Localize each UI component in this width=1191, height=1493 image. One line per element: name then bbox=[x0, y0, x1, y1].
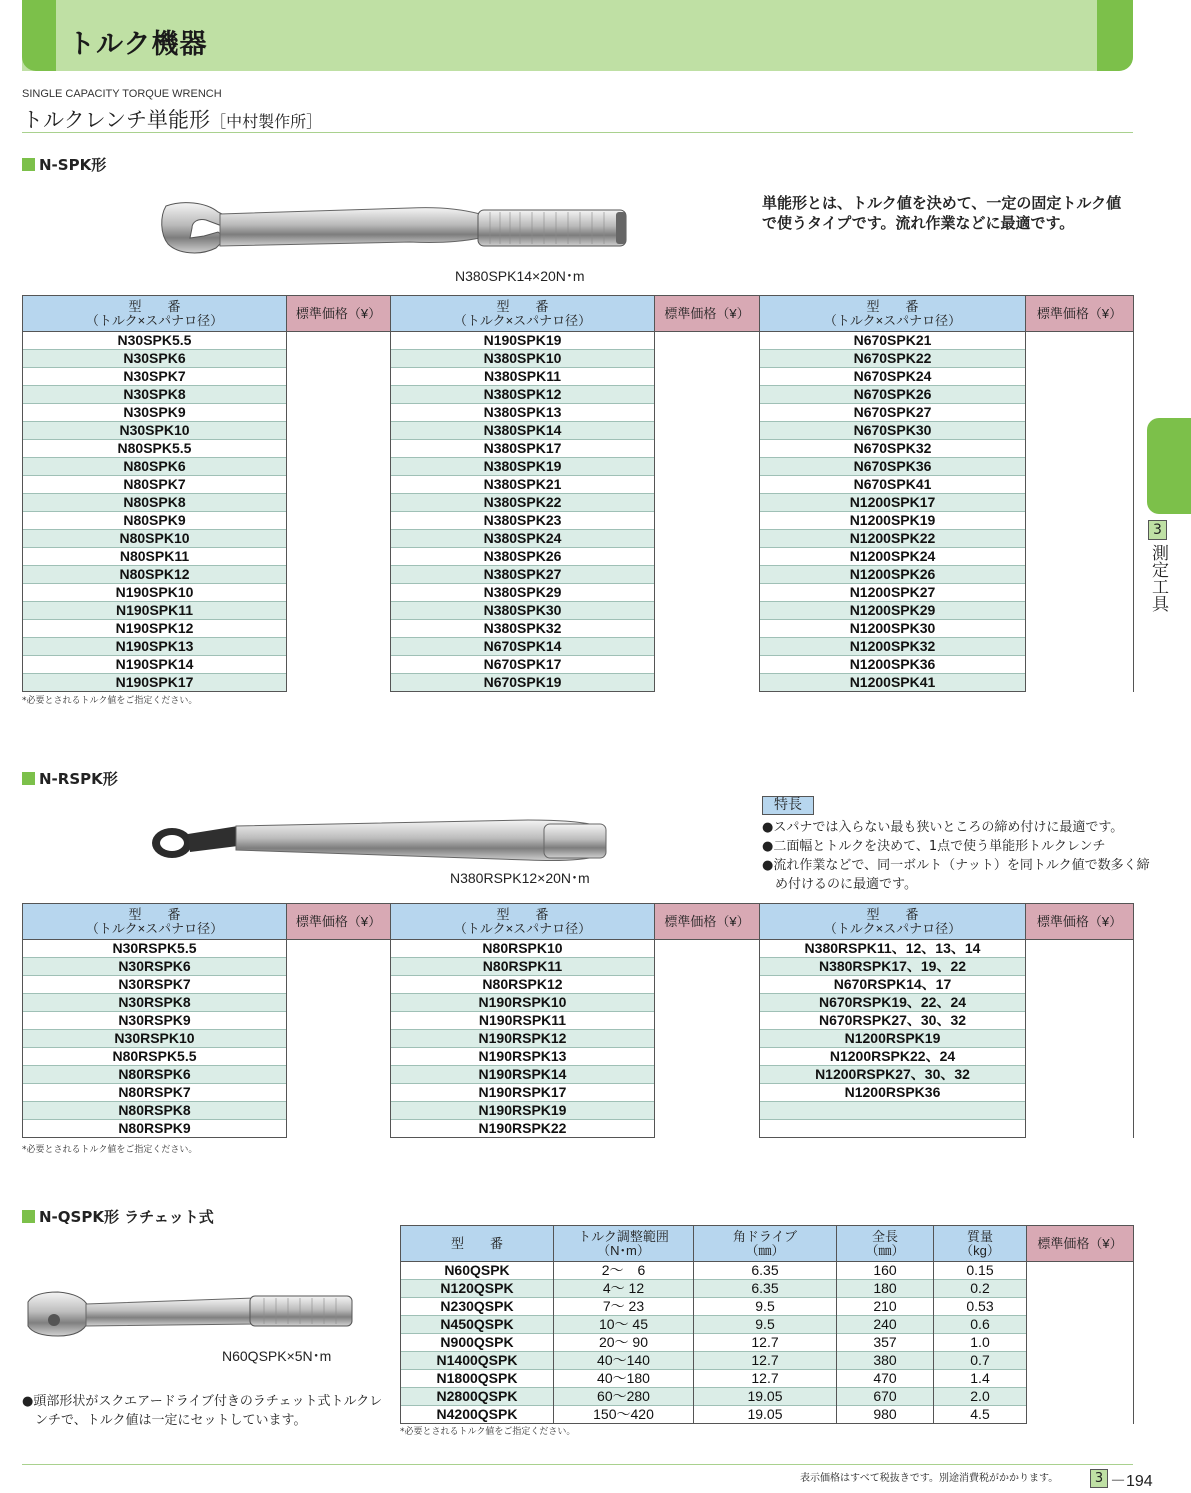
model-cell: N670SPK26 bbox=[760, 386, 1026, 404]
qspk-mass-cell: 2.0 bbox=[934, 1388, 1027, 1406]
price-cell bbox=[1027, 1262, 1134, 1424]
model-cell: N1200SPK41 bbox=[760, 674, 1026, 692]
feature-item: ●流れ作業などで、同一ボルト（ナット）を同トルク値で数多く締 bbox=[762, 858, 1150, 873]
qspk-length-cell: 670 bbox=[837, 1388, 934, 1406]
model-cell: N380RSPK11、12、13、14 bbox=[760, 940, 1026, 958]
model-cell: N670SPK32 bbox=[760, 440, 1026, 458]
qspk-model-cell: N450QSPK bbox=[401, 1316, 554, 1334]
qspk-range-cell: 2～ 6 bbox=[554, 1262, 694, 1280]
table-row bbox=[23, 1120, 1134, 1138]
model-cell: N1200RSPK22、24 bbox=[760, 1048, 1026, 1066]
model-cell: N380SPK14 bbox=[391, 422, 655, 440]
spanner-wrench-image bbox=[160, 198, 630, 262]
price-column-header: 標準価格（¥） bbox=[287, 296, 391, 332]
qspk-length-cell: 470 bbox=[837, 1370, 934, 1388]
feature-item: ●スパナでは入らない最も狭いところの締め付けに最適です。 bbox=[762, 820, 1124, 835]
ring-wrench-image bbox=[148, 816, 612, 866]
model-cell: N30RSPK10 bbox=[23, 1030, 287, 1048]
model-cell: N80RSPK5.5 bbox=[23, 1048, 287, 1066]
model-cell: N30SPK9 bbox=[23, 404, 287, 422]
spk-model-table bbox=[22, 295, 1134, 692]
model-cell: N670SPK17 bbox=[391, 656, 655, 674]
table-row bbox=[23, 530, 1134, 548]
table-row bbox=[23, 1012, 1134, 1030]
qspk-model-cell: N1400QSPK bbox=[401, 1352, 554, 1370]
qspk-mass-cell: 0.53 bbox=[934, 1298, 1027, 1316]
rspk-note: *必要とされるトルク値をご指定ください。 bbox=[22, 1145, 198, 1155]
table-row bbox=[23, 958, 1134, 976]
qspk-mass-cell: 1.4 bbox=[934, 1370, 1027, 1388]
subtitle-divider bbox=[22, 132, 1133, 133]
spk-description bbox=[762, 193, 1121, 233]
table-row bbox=[23, 638, 1134, 656]
model-cell: N1200SPK29 bbox=[760, 602, 1026, 620]
model-cell: N380SPK26 bbox=[391, 548, 655, 566]
subtitle-jp-text: トルクレンチ単能形 bbox=[22, 108, 211, 132]
qspk-image-caption: N60QSPK×5N･m bbox=[222, 1348, 332, 1364]
model-cell: N30SPK6 bbox=[23, 350, 287, 368]
table-row bbox=[23, 350, 1134, 368]
model-cell: N80RSPK11 bbox=[391, 958, 655, 976]
spk-note: *必要とされるトルク値をご指定ください。 bbox=[22, 696, 198, 706]
model-cell: N1200SPK36 bbox=[760, 656, 1026, 674]
qspk-drive-cell: 12.7 bbox=[694, 1352, 837, 1370]
qspk-length-header: 全長 （㎜） bbox=[837, 1226, 934, 1262]
price-cell bbox=[287, 332, 391, 692]
model-cell: N190RSPK13 bbox=[391, 1048, 655, 1066]
qspk-length-cell: 180 bbox=[837, 1280, 934, 1298]
model-cell: N1200SPK19 bbox=[760, 512, 1026, 530]
rspk-features bbox=[762, 818, 1150, 894]
model-cell: N80SPK12 bbox=[23, 566, 287, 584]
model-cell: N1200RSPK19 bbox=[760, 1030, 1026, 1048]
price-column-header: 標準価格（¥） bbox=[1027, 1226, 1134, 1262]
model-cell: N670SPK36 bbox=[760, 458, 1026, 476]
model-cell: N190RSPK12 bbox=[391, 1030, 655, 1048]
model-cell: N1200RSPK27、30、32 bbox=[760, 1066, 1026, 1084]
table-row bbox=[23, 1030, 1134, 1048]
price-column-header: 標準価格（¥） bbox=[655, 296, 760, 332]
model-cell: N190SPK14 bbox=[23, 656, 287, 674]
qspk-drive-cell: 19.05 bbox=[694, 1406, 837, 1424]
model-cell: N80SPK9 bbox=[23, 512, 287, 530]
model-cell: N380SPK21 bbox=[391, 476, 655, 494]
qspk-description-line: ●頭部形状がスクエアードライブ付きのラチェット式トルクレ bbox=[22, 1394, 383, 1409]
model-cell: N1200SPK26 bbox=[760, 566, 1026, 584]
model-cell: N380SPK11 bbox=[391, 368, 655, 386]
table-row bbox=[401, 1388, 1134, 1406]
side-chapter-number: 3 bbox=[1148, 520, 1167, 540]
model-cell: N1200SPK30 bbox=[760, 620, 1026, 638]
qspk-drive-cell: 12.7 bbox=[694, 1370, 837, 1388]
model-cell: N190SPK13 bbox=[23, 638, 287, 656]
table-row bbox=[23, 440, 1134, 458]
qspk-drive-header: 角ドライブ （㎜） bbox=[694, 1226, 837, 1262]
model-cell: N1200RSPK36 bbox=[760, 1084, 1026, 1102]
qspk-model-cell: N120QSPK bbox=[401, 1280, 554, 1298]
side-chapter-label: 測定工具 bbox=[1148, 544, 1168, 612]
table-row bbox=[23, 566, 1134, 584]
footer-chapter-number: 3 bbox=[1090, 1469, 1108, 1488]
model-cell: N190RSPK19 bbox=[391, 1102, 655, 1120]
model-cell: N380SPK32 bbox=[391, 620, 655, 638]
model-cell: N30RSPK6 bbox=[23, 958, 287, 976]
model-cell: N1200SPK27 bbox=[760, 584, 1026, 602]
model-cell bbox=[760, 1120, 1026, 1138]
model-cell: N190RSPK10 bbox=[391, 994, 655, 1012]
price-column-header: 標準価格（¥） bbox=[1026, 296, 1134, 332]
qspk-length-cell: 380 bbox=[837, 1352, 934, 1370]
qspk-model-cell: N4200QSPK bbox=[401, 1406, 554, 1424]
table-row bbox=[401, 1316, 1134, 1334]
table-row bbox=[23, 940, 1134, 958]
table-row bbox=[23, 476, 1134, 494]
model-cell: N80RSPK6 bbox=[23, 1066, 287, 1084]
model-cell: N190RSPK22 bbox=[391, 1120, 655, 1138]
model-cell: N670SPK19 bbox=[391, 674, 655, 692]
qspk-note: *必要とされるトルク値をご指定ください。 bbox=[400, 1427, 576, 1437]
model-cell: N670SPK30 bbox=[760, 422, 1026, 440]
qspk-range-cell: 150～420 bbox=[554, 1406, 694, 1424]
table-row bbox=[401, 1370, 1134, 1388]
table-row bbox=[401, 1406, 1134, 1424]
model-cell: N670RSPK14、17 bbox=[760, 976, 1026, 994]
table-row bbox=[23, 1084, 1134, 1102]
qspk-drive-cell: 12.7 bbox=[694, 1334, 837, 1352]
qspk-drive-cell: 9.5 bbox=[694, 1316, 837, 1334]
model-cell: N670RSPK27、30、32 bbox=[760, 1012, 1026, 1030]
model-cell: N190RSPK11 bbox=[391, 1012, 655, 1030]
table-row bbox=[23, 368, 1134, 386]
table-row bbox=[401, 1262, 1134, 1280]
model-cell: N190SPK17 bbox=[23, 674, 287, 692]
price-column-header: 標準価格（¥） bbox=[655, 904, 760, 940]
model-cell: N190SPK12 bbox=[23, 620, 287, 638]
section-title-rspk-text: N-RSPK形 bbox=[39, 770, 118, 788]
table-row bbox=[401, 1334, 1134, 1352]
qspk-mass-cell: 0.15 bbox=[934, 1262, 1027, 1280]
qspk-range-cell: 40～140 bbox=[554, 1352, 694, 1370]
qspk-mass-cell: 1.0 bbox=[934, 1334, 1027, 1352]
model-cell: N30SPK5.5 bbox=[23, 332, 287, 350]
qspk-mass-header: 質量 （kg） bbox=[934, 1226, 1027, 1262]
qspk-drive-cell: 6.35 bbox=[694, 1262, 837, 1280]
model-cell: N380RSPK17、19、22 bbox=[760, 958, 1026, 976]
table-row bbox=[401, 1352, 1134, 1370]
table-row bbox=[23, 1066, 1134, 1084]
qspk-model-cell: N1800QSPK bbox=[401, 1370, 554, 1388]
model-cell: N380SPK13 bbox=[391, 404, 655, 422]
model-cell: N1200SPK24 bbox=[760, 548, 1026, 566]
qspk-range-cell: 40～180 bbox=[554, 1370, 694, 1388]
model-cell: N190RSPK17 bbox=[391, 1084, 655, 1102]
model-cell: N190SPK19 bbox=[391, 332, 655, 350]
model-column-header: 型 番 （トルク×スパナロ径） bbox=[760, 904, 1026, 940]
qspk-range-cell: 60～280 bbox=[554, 1388, 694, 1406]
model-cell: N30SPK8 bbox=[23, 386, 287, 404]
model-cell: N80RSPK7 bbox=[23, 1084, 287, 1102]
table-row bbox=[23, 458, 1134, 476]
table-row bbox=[23, 1048, 1134, 1066]
model-cell: N380SPK19 bbox=[391, 458, 655, 476]
model-cell: N380SPK23 bbox=[391, 512, 655, 530]
rspk-model-table bbox=[22, 903, 1134, 1138]
qspk-model-cell: N900QSPK bbox=[401, 1334, 554, 1352]
price-column-header: 標準価格（¥） bbox=[1026, 904, 1134, 940]
table-row bbox=[401, 1280, 1134, 1298]
qspk-mass-cell: 0.2 bbox=[934, 1280, 1027, 1298]
model-cell: N380SPK12 bbox=[391, 386, 655, 404]
qspk-length-cell: 357 bbox=[837, 1334, 934, 1352]
side-tab bbox=[1147, 418, 1191, 514]
model-cell: N380SPK22 bbox=[391, 494, 655, 512]
model-cell: N670SPK14 bbox=[391, 638, 655, 656]
model-column-header: 型 番 （トルク×スパナロ径） bbox=[760, 296, 1026, 332]
footer-divider bbox=[22, 1464, 1133, 1465]
price-cell bbox=[287, 940, 391, 1138]
table-row bbox=[23, 656, 1134, 674]
model-cell: N80RSPK8 bbox=[23, 1102, 287, 1120]
model-cell: N30RSPK9 bbox=[23, 1012, 287, 1030]
model-cell: N1200SPK32 bbox=[760, 638, 1026, 656]
model-cell: N80RSPK10 bbox=[391, 940, 655, 958]
feature-item: め付けるのに最適です。 bbox=[762, 877, 917, 892]
features-label: 特長 bbox=[762, 796, 814, 815]
table-row bbox=[23, 620, 1134, 638]
qspk-model-cell: N60QSPK bbox=[401, 1262, 554, 1280]
feature-item: ●二面幅とトルクを決めて、1点で使う単能形トルクレンチ bbox=[762, 839, 1106, 854]
section-marker-icon bbox=[22, 772, 35, 785]
qspk-model-cell: N2800QSPK bbox=[401, 1388, 554, 1406]
spk-description-line: で使うタイプです。流れ作業などに最適です。 bbox=[762, 214, 1075, 232]
qspk-description-line: ンチで、トルク値は一定にセットしています。 bbox=[22, 1413, 307, 1428]
model-cell: N670SPK27 bbox=[760, 404, 1026, 422]
qspk-range-cell: 20～ 90 bbox=[554, 1334, 694, 1352]
model-cell: N80SPK6 bbox=[23, 458, 287, 476]
model-column-header: 型 番 （トルク×スパナロ径） bbox=[391, 904, 655, 940]
header-right-tab bbox=[1097, 0, 1133, 71]
table-row bbox=[23, 1102, 1134, 1120]
qspk-mass-cell: 4.5 bbox=[934, 1406, 1027, 1424]
qspk-length-cell: 240 bbox=[837, 1316, 934, 1334]
section-marker-icon bbox=[22, 158, 35, 171]
price-cell bbox=[655, 332, 760, 692]
qspk-length-cell: 210 bbox=[837, 1298, 934, 1316]
model-cell: N80SPK10 bbox=[23, 530, 287, 548]
section-title-qspk-text: N-QSPK形 ラチェット式 bbox=[39, 1208, 214, 1226]
model-cell: N380SPK17 bbox=[391, 440, 655, 458]
model-column-header: 型 番 （トルク×スパナロ径） bbox=[23, 904, 287, 940]
model-cell: N80SPK5.5 bbox=[23, 440, 287, 458]
qspk-range-cell: 10～ 45 bbox=[554, 1316, 694, 1334]
model-cell: N380SPK30 bbox=[391, 602, 655, 620]
table-row bbox=[23, 494, 1134, 512]
model-cell: N80SPK8 bbox=[23, 494, 287, 512]
model-column-header: 型 番 （トルク×スパナロ径） bbox=[391, 296, 655, 332]
model-cell bbox=[760, 1102, 1026, 1120]
subtitle-en: SINGLE CAPACITY TORQUE WRENCH bbox=[22, 88, 222, 100]
model-cell: N670SPK24 bbox=[760, 368, 1026, 386]
footer-tax-note: 表示価格はすべて税抜きです。別途消費税がかかります。 bbox=[800, 1473, 1059, 1484]
qspk-drive-cell: 9.5 bbox=[694, 1298, 837, 1316]
model-cell: N670SPK41 bbox=[760, 476, 1026, 494]
table-row bbox=[23, 976, 1134, 994]
price-cell bbox=[1026, 940, 1134, 1138]
spk-image-caption: N380SPK14×20N･m bbox=[455, 268, 585, 284]
model-cell: N1200SPK17 bbox=[760, 494, 1026, 512]
subtitle-maker: ［中村製作所］ bbox=[210, 112, 323, 131]
table-row bbox=[23, 422, 1134, 440]
page-title: トルク機器 bbox=[68, 29, 208, 60]
qspk-range-cell: 4～ 12 bbox=[554, 1280, 694, 1298]
model-cell: N670RSPK19、22、24 bbox=[760, 994, 1026, 1012]
qspk-description bbox=[22, 1392, 382, 1430]
qspk-drive-cell: 19.05 bbox=[694, 1388, 837, 1406]
table-row bbox=[23, 332, 1134, 350]
header-band bbox=[22, 0, 1133, 71]
section-marker-icon bbox=[22, 1210, 35, 1223]
table-row bbox=[23, 602, 1134, 620]
header-left-tab bbox=[22, 0, 56, 71]
qspk-length-cell: 980 bbox=[837, 1406, 934, 1424]
model-cell: N190RSPK14 bbox=[391, 1066, 655, 1084]
table-row bbox=[401, 1298, 1134, 1316]
model-cell: N30SPK7 bbox=[23, 368, 287, 386]
section-title-rspk bbox=[22, 768, 118, 789]
model-cell: N1200SPK22 bbox=[760, 530, 1026, 548]
table-row bbox=[23, 674, 1134, 692]
model-column-header: 型 番 （トルク×スパナロ径） bbox=[23, 296, 287, 332]
section-title-qspk bbox=[22, 1206, 214, 1227]
model-cell: N30SPK10 bbox=[23, 422, 287, 440]
section-title-spk bbox=[22, 154, 106, 175]
model-cell: N80RSPK9 bbox=[23, 1120, 287, 1138]
model-cell: N30RSPK7 bbox=[23, 976, 287, 994]
price-cell bbox=[655, 940, 760, 1138]
qspk-model-cell: N230QSPK bbox=[401, 1298, 554, 1316]
qspk-mass-cell: 0.6 bbox=[934, 1316, 1027, 1334]
model-cell: N190SPK11 bbox=[23, 602, 287, 620]
model-cell: N380SPK24 bbox=[391, 530, 655, 548]
qspk-model-header: 型 番 bbox=[401, 1226, 554, 1262]
table-row bbox=[23, 512, 1134, 530]
model-cell: N380SPK10 bbox=[391, 350, 655, 368]
table-row bbox=[23, 386, 1134, 404]
model-cell: N80RSPK12 bbox=[391, 976, 655, 994]
model-cell: N80SPK11 bbox=[23, 548, 287, 566]
qspk-mass-cell: 0.7 bbox=[934, 1352, 1027, 1370]
section-title-spk-text: N-SPK形 bbox=[39, 156, 107, 174]
price-cell bbox=[1026, 332, 1134, 692]
qspk-spec-table bbox=[400, 1225, 1134, 1424]
spk-description-line: 単能形とは、トルク値を決めて、一定の固定トルク値 bbox=[762, 194, 1122, 212]
rspk-image-caption: N380RSPK12×20N･m bbox=[450, 870, 590, 886]
model-cell: N190SPK10 bbox=[23, 584, 287, 602]
qspk-drive-cell: 6.35 bbox=[694, 1280, 837, 1298]
subtitle-jp bbox=[22, 104, 322, 134]
table-row bbox=[23, 994, 1134, 1012]
model-cell: N380SPK29 bbox=[391, 584, 655, 602]
model-cell: N670SPK21 bbox=[760, 332, 1026, 350]
model-cell: N30RSPK5.5 bbox=[23, 940, 287, 958]
table-row bbox=[23, 584, 1134, 602]
model-cell: N80SPK7 bbox=[23, 476, 287, 494]
price-column-header: 標準価格（¥） bbox=[287, 904, 391, 940]
qspk-length-cell: 160 bbox=[837, 1262, 934, 1280]
model-cell: N380SPK27 bbox=[391, 566, 655, 584]
table-row bbox=[23, 404, 1134, 422]
table-row bbox=[23, 548, 1134, 566]
ratchet-wrench-image bbox=[24, 1290, 358, 1340]
footer-page-number: －194 bbox=[1110, 1473, 1153, 1490]
qspk-range-header: トルク調整範囲 （N･m） bbox=[554, 1226, 694, 1262]
model-cell: N30RSPK8 bbox=[23, 994, 287, 1012]
model-cell: N670SPK22 bbox=[760, 350, 1026, 368]
qspk-range-cell: 7～ 23 bbox=[554, 1298, 694, 1316]
